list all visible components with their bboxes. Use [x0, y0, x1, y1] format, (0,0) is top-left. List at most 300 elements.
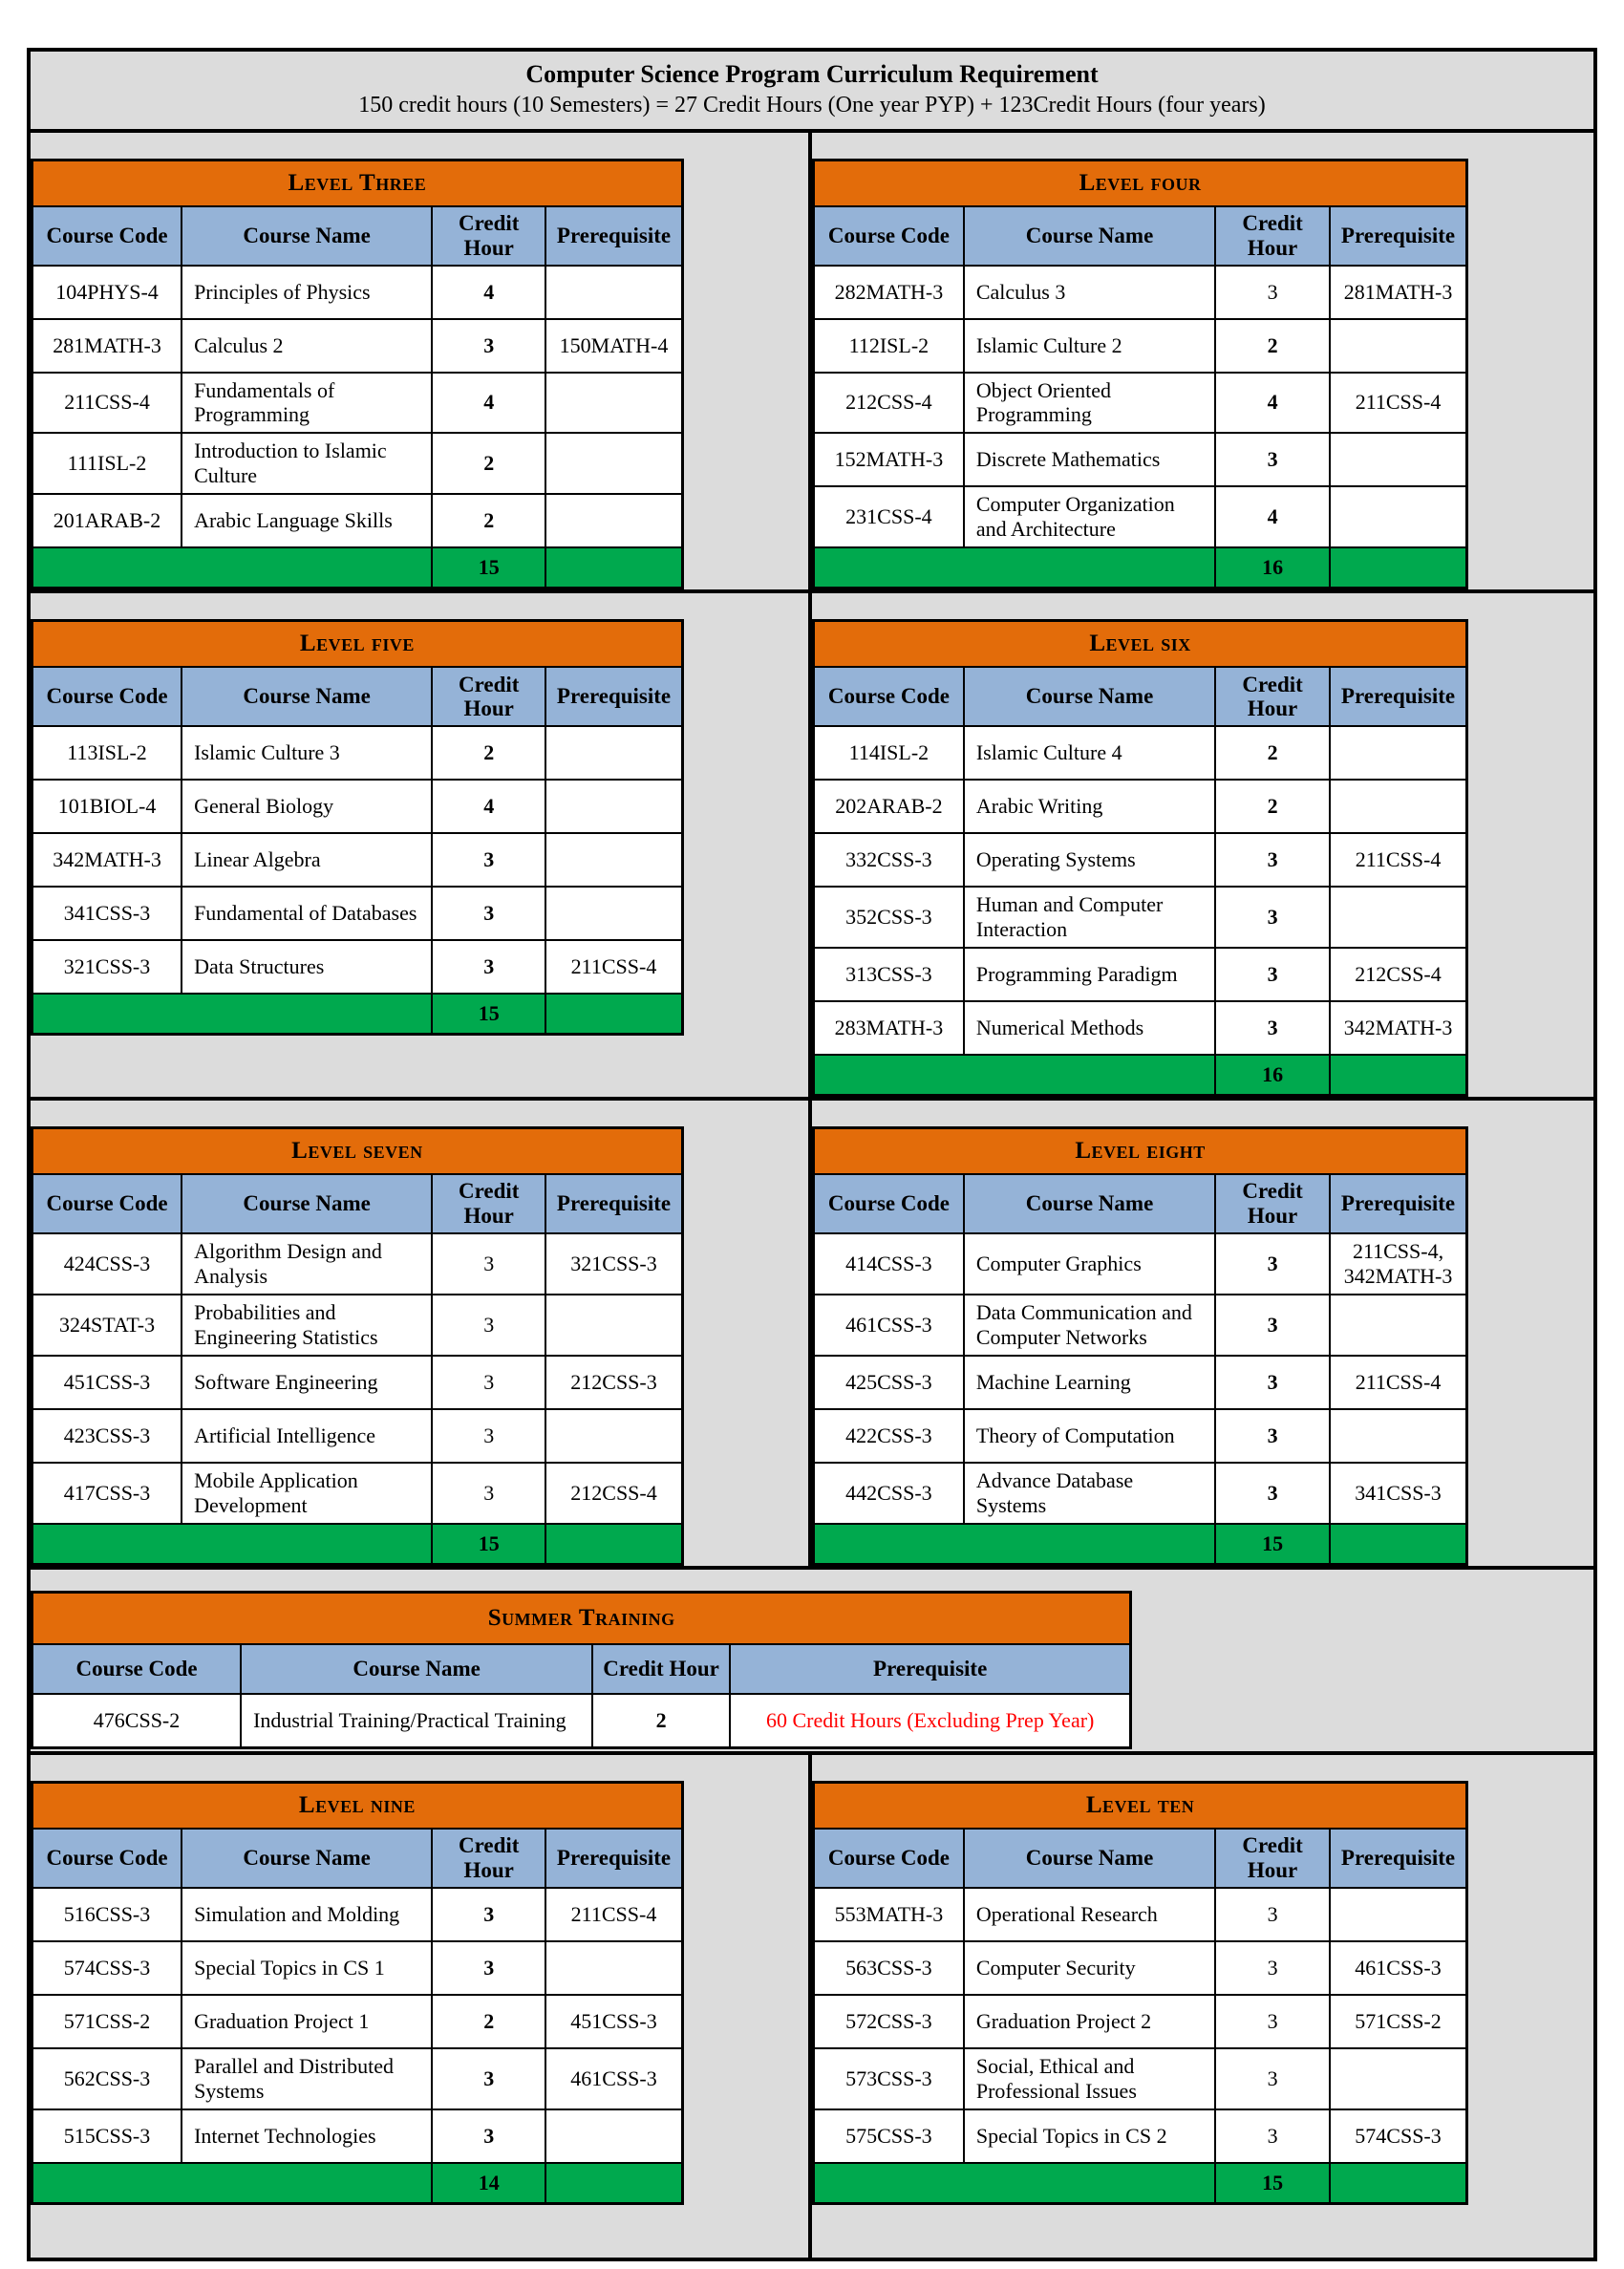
- credit-hour-cell: 3: [432, 1409, 545, 1463]
- total-credit-hours: 15: [432, 547, 545, 589]
- credit-hour-cell: 3: [432, 833, 545, 887]
- course-row: [32, 1888, 683, 1941]
- course-code-cell: 313CSS-3: [814, 948, 964, 1001]
- course-row: [814, 1001, 1467, 1055]
- credit-hour-cell: 4: [432, 780, 545, 833]
- total-prerequisite-spacer: [1330, 2163, 1467, 2204]
- total-prerequisite-spacer: [545, 994, 682, 1035]
- level-ten-header-row: [814, 1782, 1467, 1829]
- total-row: [814, 1055, 1467, 1096]
- course-name-cell: Special Topics in CS 1: [182, 1941, 432, 1995]
- course-code-cell: 101BIOL-4: [32, 780, 182, 833]
- credit-hour-cell: 3: [432, 2109, 545, 2163]
- prerequisite-cell: 212CSS-3: [545, 1356, 682, 1409]
- prerequisite-cell: 211CSS-4: [1330, 1356, 1467, 1409]
- course-code-cell: 422CSS-3: [814, 1409, 964, 1463]
- credit-hour-cell: 3: [1215, 1995, 1330, 2048]
- section-cell-level-nine: [31, 1755, 812, 2258]
- total-credit-hours: 15: [432, 994, 545, 1035]
- col-course-name: Course Name: [241, 1644, 592, 1694]
- col-prerequisite: Prerequisite: [545, 667, 682, 726]
- credit-hour-cell: 3: [1215, 2048, 1330, 2109]
- prerequisite-cell: [545, 2109, 682, 2163]
- prerequisite-cell: [545, 887, 682, 940]
- course-row: [814, 319, 1467, 373]
- page-title: Computer Science Program Curriculum Requirement: [525, 60, 1099, 88]
- course-name-cell: Data Communication and Computer Networks: [964, 1295, 1215, 1356]
- section-cell-level-five: [31, 593, 812, 1097]
- level-seven-header-row: [32, 1128, 683, 1175]
- prerequisite-cell: [545, 780, 682, 833]
- credit-hour-cell: 3: [432, 887, 545, 940]
- level-six-table: [812, 619, 1468, 1097]
- course-name-cell: Probabilities and Engineering Statistics: [182, 1295, 432, 1356]
- course-code-cell: 562CSS-3: [32, 2048, 182, 2109]
- course-code-cell: 572CSS-3: [814, 1995, 964, 2048]
- credit-hour-cell: 2: [1215, 319, 1330, 373]
- section-levels-three-four: [31, 129, 1593, 590]
- credit-hour-cell: 2: [1215, 726, 1330, 780]
- level-five-header-row: [32, 621, 683, 668]
- course-name-cell: Fundamentals of Programming: [182, 373, 432, 434]
- course-row: [32, 726, 683, 780]
- credit-hour-cell: 2: [432, 726, 545, 780]
- course-row: [814, 1356, 1467, 1409]
- course-row: [814, 486, 1467, 547]
- course-row: [814, 2048, 1467, 2109]
- total-spacer: [32, 994, 433, 1035]
- total-prerequisite-spacer: [545, 547, 682, 589]
- course-name-cell: Numerical Methods: [964, 1001, 1215, 1055]
- course-row: [814, 780, 1467, 833]
- level-four-columns-row: [814, 206, 1467, 266]
- level-nine-title: Level nine: [32, 1782, 683, 1829]
- course-row: [814, 726, 1467, 780]
- prerequisite-cell: [545, 1941, 682, 1995]
- section-cell-level-ten: [812, 1755, 1593, 2258]
- course-name-cell: General Biology: [182, 780, 432, 833]
- col-prerequisite: Prerequisite: [1330, 1829, 1467, 1888]
- course-name-cell: Social, Ethical and Professional Issues: [964, 2048, 1215, 2109]
- course-code-cell: 461CSS-3: [814, 1295, 964, 1356]
- col-course-code: Course Code: [32, 206, 182, 266]
- course-row: [32, 266, 683, 319]
- level-three-table: [31, 159, 684, 590]
- course-code-cell: 202ARAB-2: [814, 780, 964, 833]
- course-code-cell: 515CSS-3: [32, 2109, 182, 2163]
- curriculum-document: [0, 48, 1624, 2261]
- credit-hour-cell: 3: [1215, 1233, 1330, 1295]
- course-name-cell: Arabic Writing: [964, 780, 1215, 833]
- course-code-cell: 573CSS-3: [814, 2048, 964, 2109]
- credit-hour-cell: 3: [1215, 1888, 1330, 1941]
- level-six-title: Level six: [814, 621, 1467, 668]
- prerequisite-cell: 461CSS-3: [1330, 1941, 1467, 1995]
- course-code-cell: 571CSS-2: [32, 1995, 182, 2048]
- course-row: [814, 1295, 1467, 1356]
- course-name-cell: Islamic Culture 4: [964, 726, 1215, 780]
- col-prerequisite: Prerequisite: [1330, 206, 1467, 266]
- credit-hour-cell: 3: [1215, 266, 1330, 319]
- level-eight-header-row: [814, 1128, 1467, 1175]
- section-cell-level-four: [812, 133, 1593, 590]
- section-cell-level-three: [31, 133, 812, 590]
- course-name-cell: Industrial Training/Practical Training: [241, 1694, 592, 1748]
- course-code-cell: 451CSS-3: [32, 1356, 182, 1409]
- col-course-code: Course Code: [32, 667, 182, 726]
- credit-hour-cell: 3: [432, 1463, 545, 1524]
- course-name-cell: Internet Technologies: [182, 2109, 432, 2163]
- course-row: [32, 2048, 683, 2109]
- credit-hour-cell: 2: [432, 1995, 545, 2048]
- col-credit-hour: Credit Hour: [1215, 667, 1330, 726]
- course-row: [32, 373, 683, 434]
- course-row: [814, 833, 1467, 887]
- credit-hour-cell: 3: [1215, 2109, 1330, 2163]
- level-three-header-row: [32, 160, 683, 206]
- col-credit-hour: Credit Hour: [592, 1644, 730, 1694]
- prerequisite-cell: [1330, 780, 1467, 833]
- total-spacer: [32, 2163, 433, 2204]
- course-name-cell: Special Topics in CS 2: [964, 2109, 1215, 2163]
- course-name-cell: Computer Graphics: [964, 1233, 1215, 1295]
- total-prerequisite-spacer: [545, 2163, 682, 2204]
- course-code-cell: 332CSS-3: [814, 833, 964, 887]
- course-name-cell: Fundamental of Databases: [182, 887, 432, 940]
- section-cell-level-eight: [812, 1101, 1593, 1566]
- col-course-name: Course Name: [182, 206, 432, 266]
- col-prerequisite: Prerequisite: [1330, 1174, 1467, 1233]
- course-row: [814, 373, 1467, 434]
- level-three-title: Level Three: [32, 160, 683, 206]
- credit-hour-cell: 3: [432, 319, 545, 373]
- prerequisite-cell: [1330, 486, 1467, 547]
- course-row: [814, 1233, 1467, 1295]
- total-credit-hours: 14: [432, 2163, 545, 2204]
- credit-hour-cell: 3: [432, 1941, 545, 1995]
- course-name-cell: Parallel and Distributed Systems: [182, 2048, 432, 2109]
- total-spacer: [814, 1524, 1216, 1565]
- course-row: [32, 1941, 683, 1995]
- course-row: [32, 433, 683, 494]
- course-row: [32, 319, 683, 373]
- credit-hour-cell: 3: [1215, 833, 1330, 887]
- prerequisite-cell: [1330, 2048, 1467, 2109]
- prerequisite-cell: 60 Credit Hours (Excluding Prep Year): [730, 1694, 1131, 1748]
- course-name-cell: Introduction to Islamic Culture: [182, 433, 432, 494]
- prerequisite-cell: [545, 494, 682, 547]
- course-code-cell: 516CSS-3: [32, 1888, 182, 1941]
- course-row: [32, 494, 683, 547]
- col-course-name: Course Name: [964, 1829, 1215, 1888]
- course-code-cell: 281MATH-3: [32, 319, 182, 373]
- total-spacer: [814, 2163, 1216, 2204]
- course-code-cell: 282MATH-3: [814, 266, 964, 319]
- level-four-title: Level four: [814, 160, 1467, 206]
- credit-hour-cell: 3: [432, 1888, 545, 1941]
- course-code-cell: 575CSS-3: [814, 2109, 964, 2163]
- level-ten-title: Level ten: [814, 1782, 1467, 1829]
- course-name-cell: Mobile Application Development: [182, 1463, 432, 1524]
- credit-hour-cell: 3: [1215, 948, 1330, 1001]
- level-nine-header-row: [32, 1782, 683, 1829]
- course-row: [32, 1409, 683, 1463]
- summer-training-header-row: [32, 1592, 1131, 1644]
- course-name-cell: Linear Algebra: [182, 833, 432, 887]
- course-code-cell: 321CSS-3: [32, 940, 182, 994]
- level-ten-table: [812, 1781, 1468, 2205]
- col-course-name: Course Name: [182, 1829, 432, 1888]
- level-seven-title: Level seven: [32, 1128, 683, 1175]
- course-row: [32, 1694, 1131, 1748]
- prerequisite-cell: 211CSS-4: [545, 940, 682, 994]
- credit-hour-cell: 3: [1215, 1409, 1330, 1463]
- section-summer-training: [31, 1566, 1593, 1751]
- course-name-cell: Simulation and Molding: [182, 1888, 432, 1941]
- course-code-cell: 201ARAB-2: [32, 494, 182, 547]
- course-name-cell: Programming Paradigm: [964, 948, 1215, 1001]
- col-prerequisite: Prerequisite: [545, 1174, 682, 1233]
- course-name-cell: Human and Computer Interaction: [964, 887, 1215, 948]
- course-code-cell: 152MATH-3: [814, 433, 964, 486]
- course-row: [32, 1463, 683, 1524]
- course-row: [32, 940, 683, 994]
- section-cell-level-six: [812, 593, 1593, 1097]
- course-row: [814, 948, 1467, 1001]
- course-code-cell: 423CSS-3: [32, 1409, 182, 1463]
- total-prerequisite-spacer: [545, 1524, 682, 1565]
- credit-hour-cell: 3: [1215, 1463, 1330, 1524]
- total-row: [32, 547, 683, 589]
- level-ten-columns-row: [814, 1829, 1467, 1888]
- course-row: [814, 433, 1467, 486]
- course-row: [814, 887, 1467, 948]
- col-credit-hour: Credit Hour: [432, 1829, 545, 1888]
- prerequisite-cell: [1330, 887, 1467, 948]
- prerequisite-cell: 211CSS-4, 342MATH-3: [1330, 1233, 1467, 1295]
- col-course-code: Course Code: [814, 1829, 964, 1888]
- prerequisite-cell: 212CSS-4: [1330, 948, 1467, 1001]
- course-code-cell: 442CSS-3: [814, 1463, 964, 1524]
- credit-hour-cell: 3: [1215, 887, 1330, 948]
- course-name-cell: Arabic Language Skills: [182, 494, 432, 547]
- col-prerequisite: Prerequisite: [1330, 667, 1467, 726]
- summer-training-columns-row: [32, 1644, 1131, 1694]
- course-row: [32, 1995, 683, 2048]
- level-eight-table: [812, 1126, 1468, 1566]
- course-name-cell: Calculus 2: [182, 319, 432, 373]
- title-block: [31, 52, 1593, 129]
- course-code-cell: 563CSS-3: [814, 1941, 964, 1995]
- course-code-cell: 324STAT-3: [32, 1295, 182, 1356]
- prerequisite-cell: [545, 1295, 682, 1356]
- course-code-cell: 352CSS-3: [814, 887, 964, 948]
- col-credit-hour: Credit Hour: [432, 206, 545, 266]
- total-row: [814, 1524, 1467, 1565]
- section-levels-five-six: [31, 589, 1593, 1097]
- total-spacer: [32, 1524, 433, 1565]
- level-nine-columns-row: [32, 1829, 683, 1888]
- course-row: [814, 2109, 1467, 2163]
- col-prerequisite: Prerequisite: [545, 1829, 682, 1888]
- credit-hour-cell: 4: [1215, 486, 1330, 547]
- course-code-cell: 341CSS-3: [32, 887, 182, 940]
- course-name-cell: Algorithm Design and Analysis: [182, 1233, 432, 1295]
- level-three-columns-row: [32, 206, 683, 266]
- course-name-cell: Operational Research: [964, 1888, 1215, 1941]
- total-row: [814, 547, 1467, 589]
- level-six-header-row: [814, 621, 1467, 668]
- course-code-cell: 553MATH-3: [814, 1888, 964, 1941]
- course-row: [814, 1941, 1467, 1995]
- course-code-cell: 414CSS-3: [814, 1233, 964, 1295]
- prerequisite-cell: 342MATH-3: [1330, 1001, 1467, 1055]
- total-credit-hours: 15: [1215, 2163, 1330, 2204]
- total-row: [32, 2163, 683, 2204]
- course-name-cell: Islamic Culture 2: [964, 319, 1215, 373]
- course-name-cell: Calculus 3: [964, 266, 1215, 319]
- prerequisite-cell: 571CSS-2: [1330, 1995, 1467, 2048]
- col-course-code: Course Code: [32, 1644, 242, 1694]
- total-spacer: [32, 547, 433, 589]
- col-credit-hour: Credit Hour: [432, 1174, 545, 1233]
- prerequisite-cell: [1330, 319, 1467, 373]
- course-code-cell: 417CSS-3: [32, 1463, 182, 1524]
- credit-hour-cell: 3: [1215, 1001, 1330, 1055]
- prerequisite-cell: 461CSS-3: [545, 2048, 682, 2109]
- course-code-cell: 114ISL-2: [814, 726, 964, 780]
- prerequisite-cell: [545, 433, 682, 494]
- prerequisite-cell: [1330, 1888, 1467, 1941]
- prerequisite-cell: 341CSS-3: [1330, 1463, 1467, 1524]
- level-four-header-row: [814, 160, 1467, 206]
- summer-training-table: [31, 1591, 1132, 1749]
- prerequisite-cell: 211CSS-4: [1330, 833, 1467, 887]
- credit-hour-cell: 3: [432, 1233, 545, 1295]
- course-row: [814, 1888, 1467, 1941]
- credit-hour-cell: 2: [592, 1694, 730, 1748]
- col-credit-hour: Credit Hour: [1215, 206, 1330, 266]
- prerequisite-cell: [1330, 1409, 1467, 1463]
- col-credit-hour: Credit Hour: [432, 667, 545, 726]
- credit-hour-cell: 3: [432, 2048, 545, 2109]
- prerequisite-cell: 211CSS-4: [545, 1888, 682, 1941]
- level-five-table: [31, 619, 684, 1036]
- prerequisite-cell: [545, 726, 682, 780]
- col-course-name: Course Name: [182, 1174, 432, 1233]
- course-code-cell: 211CSS-4: [32, 373, 182, 434]
- total-prerequisite-spacer: [1330, 547, 1467, 589]
- col-course-name: Course Name: [182, 667, 432, 726]
- course-code-cell: 111ISL-2: [32, 433, 182, 494]
- course-code-cell: 231CSS-4: [814, 486, 964, 547]
- prerequisite-cell: [545, 266, 682, 319]
- course-name-cell: Graduation Project 2: [964, 1995, 1215, 2048]
- course-code-cell: 212CSS-4: [814, 373, 964, 434]
- document-page: [27, 48, 1597, 2261]
- prerequisite-cell: 281MATH-3: [1330, 266, 1467, 319]
- section-cell-level-seven: [31, 1101, 812, 1566]
- total-credit-hours: 16: [1215, 547, 1330, 589]
- course-row: [32, 780, 683, 833]
- course-code-cell: 425CSS-3: [814, 1356, 964, 1409]
- col-prerequisite: Prerequisite: [730, 1644, 1131, 1694]
- credit-hour-cell: 4: [1215, 373, 1330, 434]
- level-nine-table: [31, 1781, 684, 2205]
- col-course-code: Course Code: [32, 1829, 182, 1888]
- course-name-cell: Advance Database Systems: [964, 1463, 1215, 1524]
- level-five-title: Level five: [32, 621, 683, 668]
- total-credit-hours: 16: [1215, 1055, 1330, 1096]
- total-prerequisite-spacer: [1330, 1524, 1467, 1565]
- course-name-cell: Graduation Project 1: [182, 1995, 432, 2048]
- course-code-cell: 574CSS-3: [32, 1941, 182, 1995]
- section-cell-summer-training: [31, 1570, 1593, 1751]
- prerequisite-cell: 150MATH-4: [545, 319, 682, 373]
- prerequisite-cell: 574CSS-3: [1330, 2109, 1467, 2163]
- credit-hour-cell: 2: [1215, 780, 1330, 833]
- page-subtitle: 150 credit hours (10 Semesters) = 27 Credit Hours (One year PYP) + 123Credit Hours (four years): [358, 92, 1266, 118]
- col-course-name: Course Name: [964, 1174, 1215, 1233]
- prerequisite-cell: [545, 1409, 682, 1463]
- prerequisite-cell: 212CSS-4: [545, 1463, 682, 1524]
- col-course-code: Course Code: [32, 1174, 182, 1233]
- course-name-cell: Artificial Intelligence: [182, 1409, 432, 1463]
- credit-hour-cell: 3: [432, 940, 545, 994]
- credit-hour-cell: 3: [1215, 1295, 1330, 1356]
- total-spacer: [814, 547, 1216, 589]
- course-row: [814, 1463, 1467, 1524]
- prerequisite-cell: [1330, 433, 1467, 486]
- col-course-code: Course Code: [814, 1174, 964, 1233]
- total-credit-hours: 15: [1215, 1524, 1330, 1565]
- total-credit-hours: 15: [432, 1524, 545, 1565]
- credit-hour-cell: 4: [432, 373, 545, 434]
- total-row: [32, 1524, 683, 1565]
- course-name-cell: Object Oriented Programming: [964, 373, 1215, 434]
- level-eight-columns-row: [814, 1174, 1467, 1233]
- course-row: [814, 266, 1467, 319]
- level-eight-title: Level eight: [814, 1128, 1467, 1175]
- total-row: [814, 2163, 1467, 2204]
- prerequisite-cell: [545, 373, 682, 434]
- course-name-cell: Computer Organization and Architecture: [964, 486, 1215, 547]
- course-name-cell: Machine Learning: [964, 1356, 1215, 1409]
- col-course-name: Course Name: [964, 206, 1215, 266]
- prerequisite-cell: [545, 833, 682, 887]
- credit-hour-cell: 3: [1215, 1941, 1330, 1995]
- prerequisite-cell: 211CSS-4: [1330, 373, 1467, 434]
- course-name-cell: Principles of Physics: [182, 266, 432, 319]
- course-row: [32, 833, 683, 887]
- level-four-table: [812, 159, 1468, 590]
- course-row: [32, 887, 683, 940]
- total-spacer: [814, 1055, 1216, 1096]
- course-row: [32, 1233, 683, 1295]
- course-name-cell: Theory of Computation: [964, 1409, 1215, 1463]
- credit-hour-cell: 3: [1215, 1356, 1330, 1409]
- section-levels-nine-ten: [31, 1751, 1593, 2258]
- course-row: [814, 1409, 1467, 1463]
- col-credit-hour: Credit Hour: [1215, 1829, 1330, 1888]
- level-seven-table: [31, 1126, 684, 1566]
- prerequisite-cell: [1330, 1295, 1467, 1356]
- summer-training-title: Summer Training: [32, 1592, 1131, 1644]
- credit-hour-cell: 3: [432, 1356, 545, 1409]
- col-credit-hour: Credit Hour: [1215, 1174, 1330, 1233]
- prerequisite-cell: [1330, 726, 1467, 780]
- col-course-code: Course Code: [814, 667, 964, 726]
